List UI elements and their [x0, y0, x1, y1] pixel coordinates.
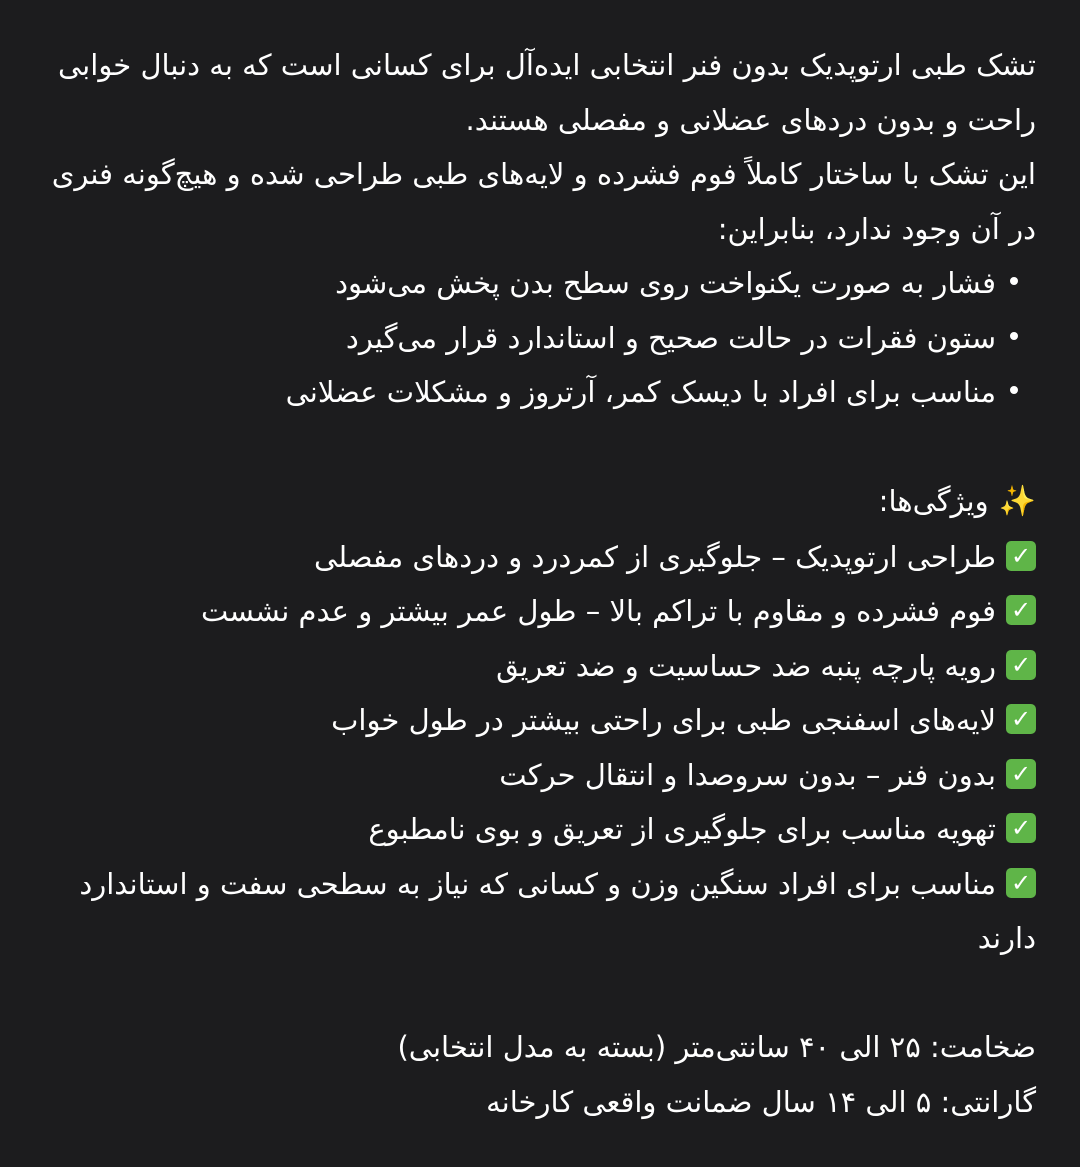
warranty-spec: گارانتی: ۵ الی ۱۴ سال ضمانت واقعی کارخانه	[486, 1084, 1036, 1119]
feature-text: تهویه مناسب برای جلوگیری از تعریق و بوی نامطبوع	[368, 812, 996, 846]
intro-paragraph-2: این تشک با ساختار کاملاً فوم فشرده و لایه‌های طبی طراحی شده و هیچ‌گونه فنری در آن وجود ندارد، بنابراین:	[51, 157, 1036, 246]
bullet-icon	[1010, 332, 1018, 340]
bullet-icon	[1010, 386, 1018, 394]
spacer	[40, 966, 1036, 1021]
feature-item	[40, 748, 1036, 803]
bullet-icon	[1010, 277, 1018, 285]
feature-item	[40, 857, 1036, 966]
check-mark-icon: ✓	[1006, 704, 1036, 734]
check-mark-icon: ✓	[1006, 813, 1036, 843]
check-mark-icon: ✓	[1006, 759, 1036, 789]
spacer	[40, 420, 1036, 475]
feature-text: لایه‌های اسفنجی طبی برای راحتی بیشتر در طول خواب	[331, 703, 996, 737]
feature-item	[40, 584, 1036, 639]
feature-text: مناسب برای افراد سنگین وزن و کسانی که نیاز به سطحی سفت و استاندارد دارند	[79, 866, 1036, 955]
feature-item	[40, 639, 1036, 694]
benefit-text: مناسب برای افراد با دیسک کمر، آرتروز و مشکلات عضلانی	[285, 375, 996, 409]
check-mark-icon: ✓	[1006, 868, 1036, 898]
feature-text: بدون فنر – بدون سروصدا و انتقال حرکت	[499, 757, 996, 792]
thickness-spec: ضخامت: ۲۵ الی ۴۰ سانتی‌متر (بسته به مدل انتخابی)	[397, 1030, 1036, 1064]
list-item	[40, 365, 1036, 420]
benefit-text: فشار به صورت یکنواخت روی سطح بدن پخش می‌شود	[335, 266, 996, 300]
features-heading	[40, 474, 1036, 530]
list-item	[40, 256, 1036, 311]
feature-text: طراحی ارتوپدیک – جلوگیری از کمردرد و دردهای مفصلی	[314, 539, 996, 574]
feature-item	[40, 530, 1036, 585]
check-mark-icon: ✓	[1006, 650, 1036, 680]
benefit-text: ستون فقرات در حالت صحیح و استاندارد قرار می‌گیرد	[345, 320, 996, 355]
feature-item	[40, 693, 1036, 748]
feature-item	[40, 802, 1036, 857]
intro-paragraph-1: تشک طبی ارتوپدیک بدون فنر انتخابی ایده‌آل برای کسانی است که به دنبال خوابی راحت و بدون دردهای عضلانی و مفصلی هستند.	[58, 48, 1036, 137]
sparkles-icon: ✨	[998, 484, 1036, 519]
check-mark-icon: ✓	[1006, 595, 1036, 625]
feature-text: رویه پارچه پنبه ضد حساسیت و ضد تعریق	[496, 648, 996, 683]
feature-text: فوم فشرده و مقاوم با تراکم بالا – طول عمر بیشتر و عدم نشست	[201, 594, 996, 628]
list-item	[40, 311, 1036, 366]
check-mark-icon: ✓	[1006, 541, 1036, 571]
message-text	[40, 38, 1036, 1129]
features-heading-text: ویژگی‌ها:	[878, 484, 989, 518]
